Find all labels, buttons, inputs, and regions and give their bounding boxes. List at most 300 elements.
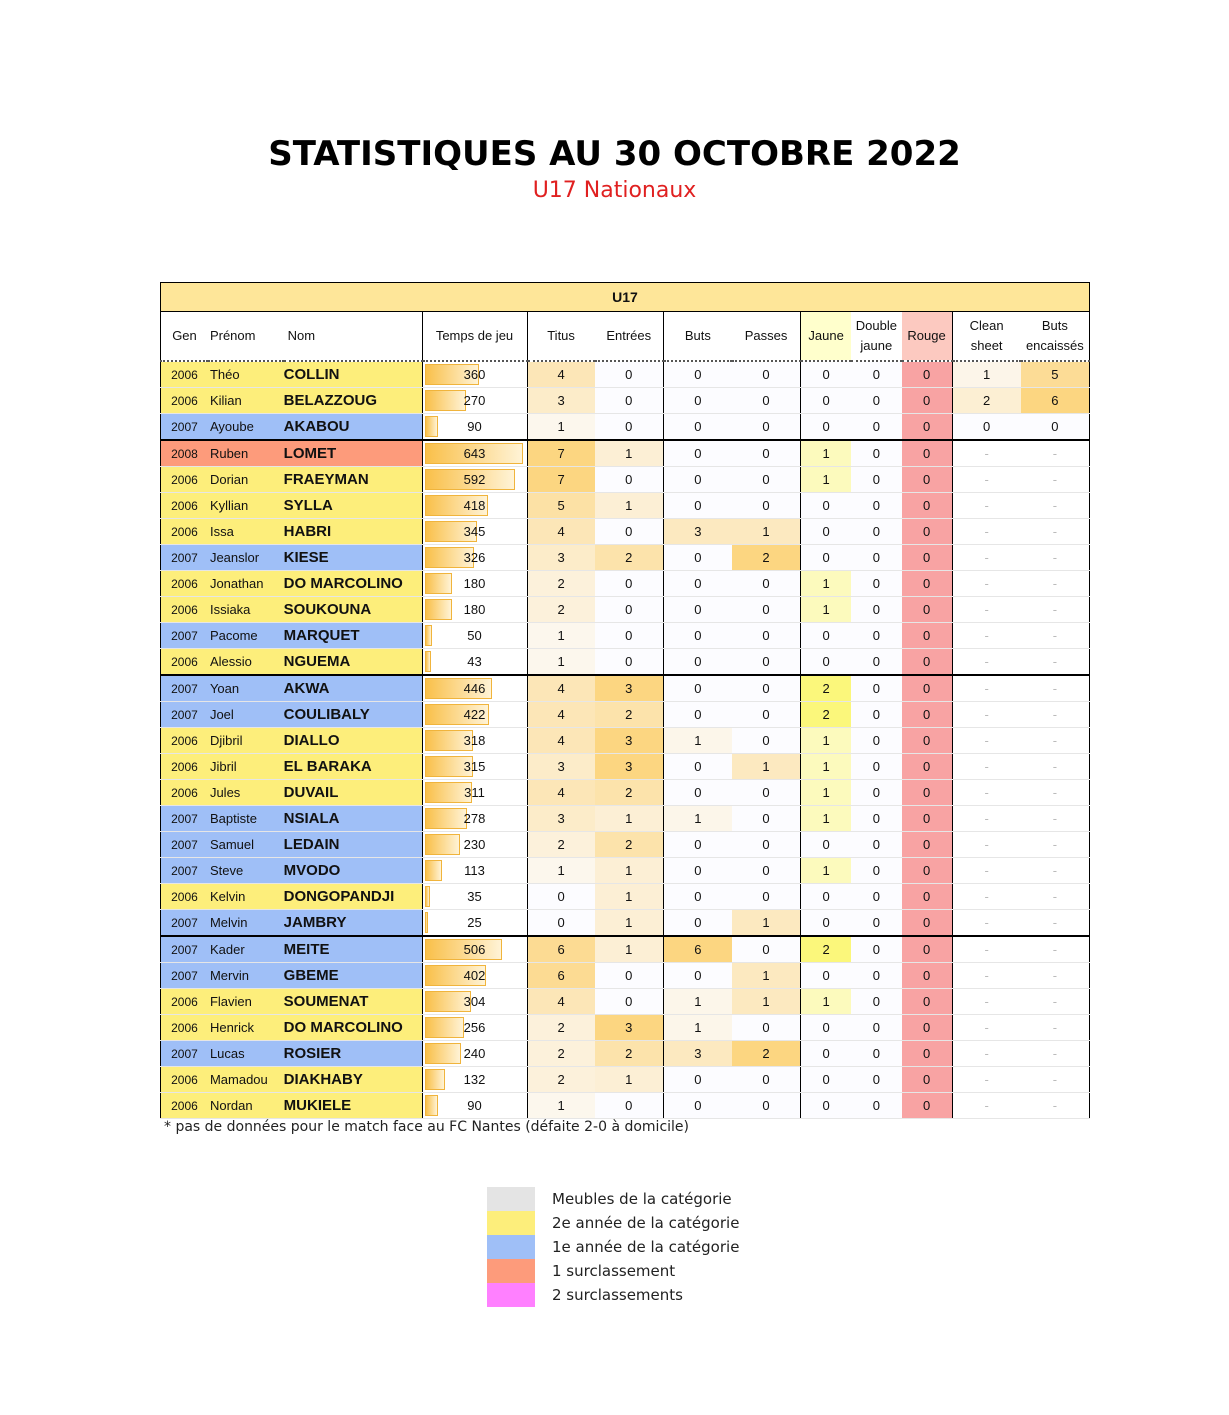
cell-clean-sheet: - [952, 597, 1021, 623]
cell-buts: 0 [663, 597, 732, 623]
cell-clean-sheet: - [952, 936, 1021, 963]
cell-buts: 1 [663, 1015, 732, 1041]
cell-gen: 2007 [161, 963, 208, 989]
cell-double-jaune: 0 [851, 1041, 901, 1067]
cell-buts-encaisses: - [1021, 936, 1090, 963]
cell-nom: FRAEYMAN [284, 467, 422, 493]
temps-de-jeu-bar [425, 625, 433, 646]
cell-entrees: 0 [595, 519, 664, 545]
cell-passes: 0 [732, 414, 801, 441]
legend-item [487, 1211, 739, 1235]
header-titus: Titus [527, 312, 595, 362]
cell-clean-sheet: - [952, 832, 1021, 858]
cell-nom: DO MARCOLINO [284, 571, 422, 597]
cell-clean-sheet: 2 [952, 388, 1021, 414]
table-body [161, 361, 1090, 1119]
cell-rouge: 0 [902, 361, 952, 388]
cell-nom: SYLLA [284, 493, 422, 519]
cell-double-jaune: 0 [851, 936, 901, 963]
cell-titus: 3 [527, 388, 595, 414]
cell-titus: 1 [527, 1093, 595, 1119]
cell-passes: 1 [732, 989, 801, 1015]
cell-titus: 7 [527, 467, 595, 493]
cell-jaune: 1 [801, 754, 851, 780]
legend-swatch [487, 1187, 535, 1211]
cell-jaune: 0 [801, 1093, 851, 1119]
cell-prenom: Baptiste [208, 806, 284, 832]
cell-double-jaune: 0 [851, 623, 901, 649]
cell-gen: 2006 [161, 649, 208, 676]
cell-temps-de-jeu [422, 806, 527, 832]
cell-nom: ROSIER [284, 1041, 422, 1067]
table-row [161, 910, 1090, 937]
cell-gen: 2007 [161, 545, 208, 571]
table-row [161, 806, 1090, 832]
cell-entrees: 0 [595, 649, 664, 676]
cell-entrees: 0 [595, 414, 664, 441]
cell-entrees: 1 [595, 493, 664, 519]
table-row [161, 675, 1090, 702]
cell-double-jaune: 0 [851, 989, 901, 1015]
cell-titus: 2 [527, 1067, 595, 1093]
cell-temps-de-jeu [422, 519, 527, 545]
temps-de-jeu-value: 506 [463, 942, 486, 957]
cell-temps-de-jeu [422, 728, 527, 754]
cell-entrees: 1 [595, 910, 664, 937]
cell-prenom: Melvin [208, 910, 284, 937]
cell-entrees: 0 [595, 571, 664, 597]
cell-prenom: Jonathan [208, 571, 284, 597]
cell-buts: 1 [663, 989, 732, 1015]
cell-gen: 2006 [161, 388, 208, 414]
cell-temps-de-jeu [422, 989, 527, 1015]
cell-entrees: 0 [595, 597, 664, 623]
cell-temps-de-jeu [422, 1015, 527, 1041]
cell-titus: 3 [527, 754, 595, 780]
temps-de-jeu-value: 318 [463, 733, 486, 748]
cell-passes: 0 [732, 361, 801, 388]
table-row [161, 649, 1090, 676]
header-entrees: Entrées [595, 312, 664, 362]
cell-clean-sheet: - [952, 545, 1021, 571]
cell-jaune: 0 [801, 832, 851, 858]
cell-clean-sheet: - [952, 493, 1021, 519]
temps-de-jeu-value: 345 [463, 524, 486, 539]
table-row [161, 780, 1090, 806]
temps-de-jeu-value: 50 [467, 628, 482, 643]
cell-clean-sheet: - [952, 858, 1021, 884]
cell-double-jaune: 0 [851, 493, 901, 519]
cell-clean-sheet: - [952, 623, 1021, 649]
cell-titus: 1 [527, 858, 595, 884]
cell-rouge: 0 [902, 467, 952, 493]
table-row [161, 597, 1090, 623]
cell-double-jaune: 0 [851, 780, 901, 806]
cell-nom: HABRI [284, 519, 422, 545]
cell-double-jaune: 0 [851, 649, 901, 676]
cell-passes: 0 [732, 858, 801, 884]
temps-de-jeu-value: 592 [463, 472, 486, 487]
header-buts: Buts [663, 312, 732, 362]
cell-passes: 0 [732, 623, 801, 649]
cell-gen: 2006 [161, 571, 208, 597]
cell-buts-encaisses: - [1021, 989, 1090, 1015]
cell-rouge: 0 [902, 1093, 952, 1119]
header-prenom: Prénom [208, 312, 284, 362]
cell-temps-de-jeu [422, 467, 527, 493]
cell-nom: DIALLO [284, 728, 422, 754]
cell-double-jaune: 0 [851, 1015, 901, 1041]
table-row [161, 728, 1090, 754]
cell-jaune: 1 [801, 571, 851, 597]
cell-double-jaune: 0 [851, 884, 901, 910]
cell-rouge: 0 [902, 963, 952, 989]
cell-jaune: 1 [801, 728, 851, 754]
cell-clean-sheet: - [952, 1093, 1021, 1119]
cell-jaune: 0 [801, 1067, 851, 1093]
cell-nom: SOUKOUNA [284, 597, 422, 623]
cell-buts: 0 [663, 884, 732, 910]
cell-buts: 0 [663, 545, 732, 571]
cell-temps-de-jeu [422, 675, 527, 702]
cell-jaune: 0 [801, 623, 851, 649]
temps-de-jeu-bar [425, 1095, 439, 1116]
cell-rouge: 0 [902, 780, 952, 806]
cell-prenom: Yoan [208, 675, 284, 702]
table-row [161, 467, 1090, 493]
cell-buts: 0 [663, 571, 732, 597]
temps-de-jeu-value: 90 [467, 419, 482, 434]
header-rouge: Rouge [902, 312, 952, 362]
cell-rouge: 0 [902, 936, 952, 963]
header-buts-encaisses-line2: encaissés [1025, 338, 1084, 353]
table-row [161, 832, 1090, 858]
cell-jaune: 0 [801, 414, 851, 441]
temps-de-jeu-bar [425, 1069, 445, 1090]
table-row [161, 623, 1090, 649]
cell-prenom: Mervin [208, 963, 284, 989]
cell-buts: 1 [663, 728, 732, 754]
cell-rouge: 0 [902, 571, 952, 597]
cell-double-jaune: 0 [851, 361, 901, 388]
cell-double-jaune: 0 [851, 440, 901, 467]
cell-temps-de-jeu [422, 623, 527, 649]
cell-gen: 2007 [161, 936, 208, 963]
cell-titus: 5 [527, 493, 595, 519]
table-row [161, 754, 1090, 780]
page-subtitle: U17 Nationaux [532, 178, 697, 203]
cell-passes: 0 [732, 493, 801, 519]
cell-temps-de-jeu [422, 754, 527, 780]
cell-prenom: Jeanslor [208, 545, 284, 571]
cell-buts-encaisses: - [1021, 1067, 1090, 1093]
cell-jaune: 0 [801, 388, 851, 414]
cell-titus: 4 [527, 519, 595, 545]
cell-prenom: Joel [208, 702, 284, 728]
cell-clean-sheet: - [952, 571, 1021, 597]
cell-jaune: 0 [801, 493, 851, 519]
table-row [161, 1093, 1090, 1119]
cell-clean-sheet: - [952, 780, 1021, 806]
cell-buts-encaisses: - [1021, 963, 1090, 989]
cell-double-jaune: 0 [851, 702, 901, 728]
cell-gen: 2006 [161, 467, 208, 493]
header-temps: Temps de jeu [422, 312, 527, 362]
cell-titus: 1 [527, 649, 595, 676]
cell-buts-encaisses: 0 [1021, 414, 1090, 441]
cell-nom: BELAZZOUG [284, 388, 422, 414]
table-row [161, 545, 1090, 571]
table-row [161, 440, 1090, 467]
cell-nom: SOUMENAT [284, 989, 422, 1015]
cell-entrees: 1 [595, 858, 664, 884]
cell-prenom: Kyllian [208, 493, 284, 519]
cell-jaune: 0 [801, 649, 851, 676]
cell-buts: 0 [663, 493, 732, 519]
cell-gen: 2007 [161, 910, 208, 937]
cell-gen: 2008 [161, 440, 208, 467]
cell-jaune: 1 [801, 780, 851, 806]
cell-buts-encaisses: - [1021, 858, 1090, 884]
cell-titus: 0 [527, 910, 595, 937]
cell-rouge: 0 [902, 989, 952, 1015]
cell-buts-encaisses: - [1021, 806, 1090, 832]
cell-entrees: 2 [595, 1041, 664, 1067]
cell-buts: 3 [663, 519, 732, 545]
temps-de-jeu-value: 422 [463, 707, 486, 722]
legend-item [487, 1235, 739, 1259]
cell-passes: 0 [732, 806, 801, 832]
temps-de-jeu-value: 270 [463, 393, 486, 408]
temps-de-jeu-value: 304 [463, 994, 486, 1009]
temps-de-jeu-value: 278 [463, 811, 486, 826]
cell-buts: 0 [663, 963, 732, 989]
table-row [161, 519, 1090, 545]
legend-swatch [487, 1283, 535, 1307]
header-nom: Nom [284, 312, 422, 362]
cell-passes: 0 [732, 571, 801, 597]
cell-buts: 3 [663, 1041, 732, 1067]
cell-gen: 2007 [161, 675, 208, 702]
cell-clean-sheet: - [952, 675, 1021, 702]
cell-jaune: 0 [801, 963, 851, 989]
cell-nom: COULIBALY [284, 702, 422, 728]
cell-buts: 0 [663, 1093, 732, 1119]
cell-passes: 2 [732, 1041, 801, 1067]
cell-prenom: Henrick [208, 1015, 284, 1041]
cell-gen: 2007 [161, 832, 208, 858]
cell-titus: 7 [527, 440, 595, 467]
cell-temps-de-jeu [422, 910, 527, 937]
cell-buts-encaisses: - [1021, 623, 1090, 649]
cell-passes: 1 [732, 519, 801, 545]
temps-de-jeu-value: 90 [467, 1098, 482, 1113]
cell-titus: 0 [527, 884, 595, 910]
temps-de-jeu-value: 256 [463, 1020, 486, 1035]
cell-titus: 4 [527, 728, 595, 754]
cell-passes: 1 [732, 910, 801, 937]
cell-clean-sheet: - [952, 728, 1021, 754]
cell-prenom: Jules [208, 780, 284, 806]
cell-prenom: Issa [208, 519, 284, 545]
cell-gen: 2007 [161, 623, 208, 649]
cell-clean-sheet: - [952, 467, 1021, 493]
table-row [161, 702, 1090, 728]
cell-rouge: 0 [902, 910, 952, 937]
cell-entrees: 0 [595, 963, 664, 989]
table-row [161, 1067, 1090, 1093]
cell-titus: 2 [527, 597, 595, 623]
cell-gen: 2007 [161, 1041, 208, 1067]
cell-jaune: 1 [801, 597, 851, 623]
table-row [161, 989, 1090, 1015]
cell-jaune: 0 [801, 519, 851, 545]
cell-nom: JAMBRY [284, 910, 422, 937]
cell-prenom: Issiaka [208, 597, 284, 623]
cell-nom: AKWA [284, 675, 422, 702]
cell-buts: 0 [663, 649, 732, 676]
table-row [161, 361, 1090, 388]
cell-rouge: 0 [902, 1067, 952, 1093]
cell-titus: 1 [527, 623, 595, 649]
cell-buts: 0 [663, 754, 732, 780]
cell-buts-encaisses: - [1021, 832, 1090, 858]
cell-gen: 2006 [161, 597, 208, 623]
cell-gen: 2007 [161, 702, 208, 728]
cell-entrees: 1 [595, 1067, 664, 1093]
legend-label: 1e année de la catégorie [552, 1238, 740, 1256]
cell-passes: 0 [732, 649, 801, 676]
cell-buts: 0 [663, 858, 732, 884]
cell-titus: 4 [527, 702, 595, 728]
cell-clean-sheet: - [952, 963, 1021, 989]
cell-buts-encaisses: - [1021, 467, 1090, 493]
cell-passes: 0 [732, 597, 801, 623]
cell-nom: DUVAIL [284, 780, 422, 806]
cell-buts: 0 [663, 832, 732, 858]
cell-clean-sheet: - [952, 754, 1021, 780]
cell-passes: 0 [732, 728, 801, 754]
cell-clean-sheet: - [952, 440, 1021, 467]
cell-titus: 6 [527, 963, 595, 989]
cell-rouge: 0 [902, 675, 952, 702]
cell-gen: 2006 [161, 780, 208, 806]
cell-nom: NGUEMA [284, 649, 422, 676]
cell-clean-sheet: - [952, 884, 1021, 910]
cell-prenom: Djibril [208, 728, 284, 754]
cell-jaune: 1 [801, 858, 851, 884]
cell-passes: 2 [732, 545, 801, 571]
cell-buts-encaisses: - [1021, 1093, 1090, 1119]
cell-buts-encaisses: - [1021, 571, 1090, 597]
temps-de-jeu-value: 43 [467, 654, 482, 669]
cell-buts: 0 [663, 440, 732, 467]
temps-de-jeu-bar [425, 573, 452, 594]
cell-buts: 0 [663, 1067, 732, 1093]
cell-double-jaune: 0 [851, 467, 901, 493]
cell-passes: 0 [732, 936, 801, 963]
cell-rouge: 0 [902, 414, 952, 441]
cell-titus: 2 [527, 571, 595, 597]
cell-temps-de-jeu [422, 597, 527, 623]
legend-swatch [487, 1235, 535, 1259]
cell-entrees: 2 [595, 702, 664, 728]
cell-passes: 0 [732, 440, 801, 467]
header-double-jaune-line2: jaune [860, 338, 893, 353]
cell-prenom: Lucas [208, 1041, 284, 1067]
cell-nom: COLLIN [284, 361, 422, 388]
cell-temps-de-jeu [422, 414, 527, 441]
legend-label: 1 surclassement [552, 1262, 676, 1280]
cell-buts-encaisses: - [1021, 754, 1090, 780]
temps-de-jeu-bar [425, 1043, 462, 1064]
temps-de-jeu-value: 25 [467, 915, 482, 930]
cell-gen: 2006 [161, 519, 208, 545]
cell-temps-de-jeu [422, 936, 527, 963]
cell-passes: 1 [732, 754, 801, 780]
cell-rouge: 0 [902, 545, 952, 571]
cell-prenom: Kelvin [208, 884, 284, 910]
cell-gen: 2006 [161, 884, 208, 910]
cell-titus: 2 [527, 1041, 595, 1067]
cell-clean-sheet: - [952, 806, 1021, 832]
cell-buts-encaisses: - [1021, 519, 1090, 545]
cell-gen: 2007 [161, 806, 208, 832]
cell-entrees: 1 [595, 806, 664, 832]
cell-rouge: 0 [902, 728, 952, 754]
table-row [161, 963, 1090, 989]
cell-buts-encaisses: - [1021, 1041, 1090, 1067]
cell-passes: 0 [732, 780, 801, 806]
cell-nom: MUKIELE [284, 1093, 422, 1119]
cell-buts-encaisses: 6 [1021, 388, 1090, 414]
cell-nom: MVODO [284, 858, 422, 884]
cell-jaune: 0 [801, 884, 851, 910]
temps-de-jeu-value: 35 [467, 889, 482, 904]
cell-passes: 0 [732, 388, 801, 414]
cell-clean-sheet: - [952, 519, 1021, 545]
cell-titus: 4 [527, 361, 595, 388]
cell-clean-sheet: - [952, 910, 1021, 937]
cell-entrees: 0 [595, 989, 664, 1015]
cell-temps-de-jeu [422, 493, 527, 519]
cell-rouge: 0 [902, 519, 952, 545]
cell-gen: 2006 [161, 728, 208, 754]
cell-temps-de-jeu [422, 884, 527, 910]
temps-de-jeu-value: 113 [464, 863, 485, 878]
cell-gen: 2006 [161, 1067, 208, 1093]
header-clean-sheet-line1: Clean [969, 318, 1004, 333]
cell-rouge: 0 [902, 858, 952, 884]
cell-titus: 1 [527, 414, 595, 441]
table-row [161, 1041, 1090, 1067]
cell-prenom: Kilian [208, 388, 284, 414]
cell-rouge: 0 [902, 440, 952, 467]
page-title: STATISTIQUES AU 30 OCTOBRE 2022 [268, 134, 961, 174]
cell-rouge: 0 [902, 623, 952, 649]
cell-clean-sheet: - [952, 702, 1021, 728]
cell-entrees: 1 [595, 884, 664, 910]
temps-de-jeu-bar [425, 599, 452, 620]
cell-buts-encaisses: - [1021, 1015, 1090, 1041]
cell-clean-sheet: - [952, 989, 1021, 1015]
temps-de-jeu-value: 180 [463, 602, 486, 617]
header-gen: Gen [161, 312, 208, 362]
temps-de-jeu-bar [425, 651, 432, 672]
cell-entrees: 3 [595, 728, 664, 754]
temps-de-jeu-value: 315 [463, 759, 486, 774]
cell-clean-sheet: - [952, 1067, 1021, 1093]
